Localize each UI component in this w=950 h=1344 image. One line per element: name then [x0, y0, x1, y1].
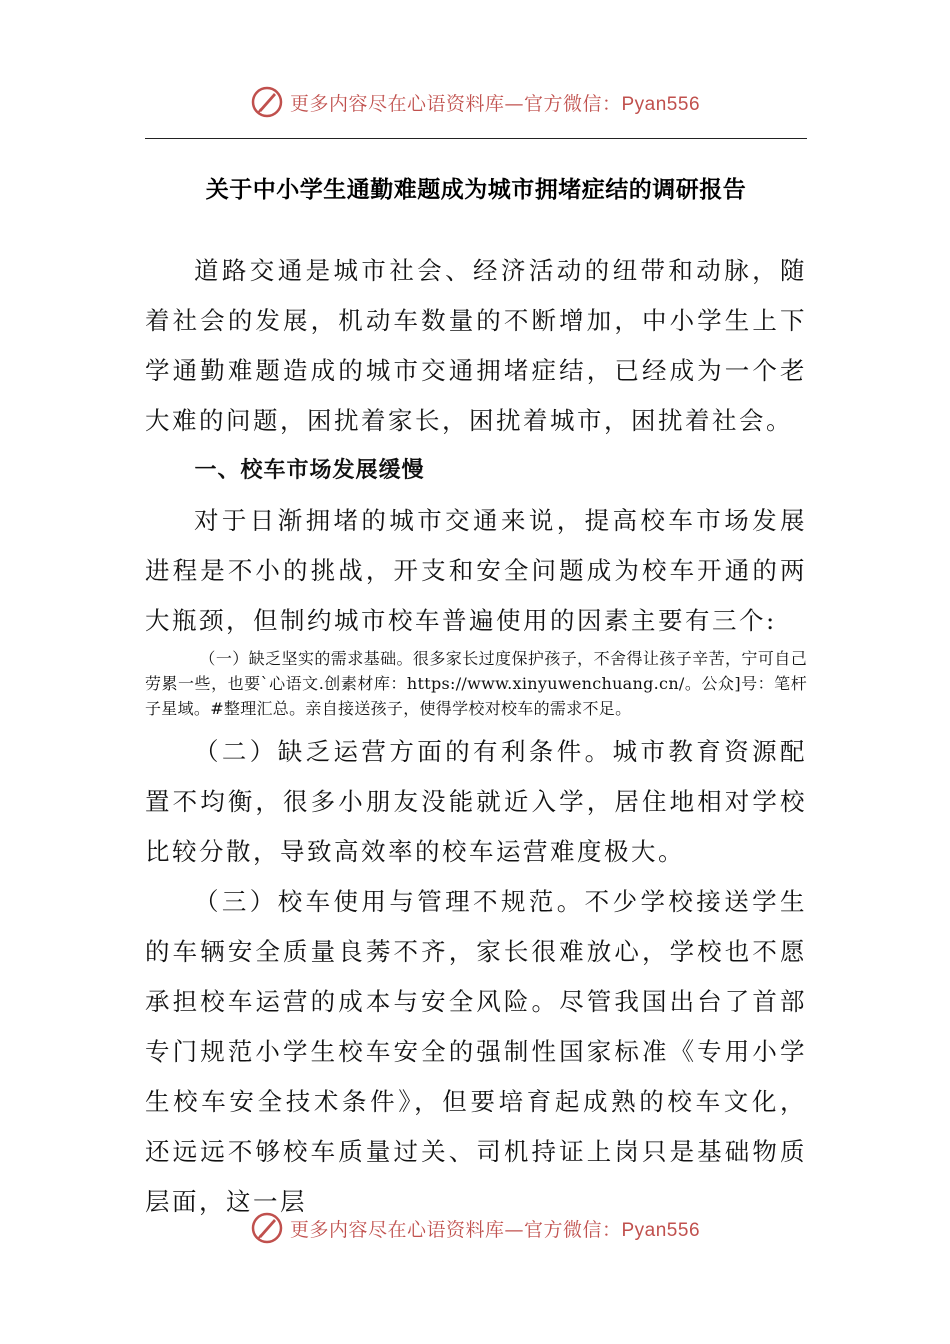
- section-heading-1: 一、校车市场发展缓慢: [194, 458, 425, 483]
- section-paragraph-1: 对于日渐拥堵的城市交通来说，提高校车市场发展进程是不小的挑战，开支和安全问题成为校车开通的两大瓶颈，但制约城市校车普遍使用的因素主要有三个:: [145, 506, 807, 635]
- document-title: 关于中小学生通勤难题成为城市拥堵症结的调研报告: [205, 177, 747, 203]
- header-banner: [0, 82, 950, 122]
- header-wechat-id: Pyan556: [621, 93, 701, 115]
- footer-banner-text: 更多内容尽在心语资料库—官方微信：Pyan556: [289, 1218, 701, 1241]
- point-2-paragraph: （二）缺乏运营方面的有利条件。城市教育资源配置不均衡，很多小朋友没能就近入学，居住地相对学校比较分散，导致高效率的校车运营难度极大。: [145, 737, 807, 866]
- document-body: [145, 246, 807, 1227]
- point-3-paragraph: （三）校车使用与管理不规范。不少学校接送学生的车辆安全质量良莠不齐，家长很难放心，学校也不愿承担校车运营的成本与安全风险。尽管我国出台了首部专门规范小学生校车安全的强制性国家标准《专用小学生校车安全技术条件》，但要培育起成熟的校车文化，还远远不够校车质量过关、司机持证上岗只是基础物质层面，这一层: [145, 887, 807, 1216]
- header-banner-text: 更多内容尽在心语资料库—官方微信：Pyan556: [289, 92, 701, 115]
- quill-logo-icon: [250, 85, 284, 119]
- point-1-paragraph: （一）缺乏坚实的需求基础。很多家长过度保护孩子，不舍得让孩子辛苦，宁可自己劳累一些，也要`心语文.创素材库：https://www.xinyuwenchuang.cn/。公众]号：笔杆子星域。#整理汇总。亲自接送孩子，使得学校对校车的需求不足。: [145, 649, 807, 718]
- footer-wechat-id: Pyan556: [621, 1219, 701, 1241]
- header-rule: [145, 138, 807, 139]
- intro-paragraph: 道路交通是城市社会、经济活动的纽带和动脉，随着社会的发展，机动车数量的不断增加，中小学生上下学通勤难题造成的城市交通拥堵症结，已经成为一个老大难的问题，困扰着家长，困扰着城市，困扰着社会。: [145, 256, 807, 435]
- quill-logo-icon: [250, 1211, 284, 1245]
- footer-banner: [0, 1208, 950, 1248]
